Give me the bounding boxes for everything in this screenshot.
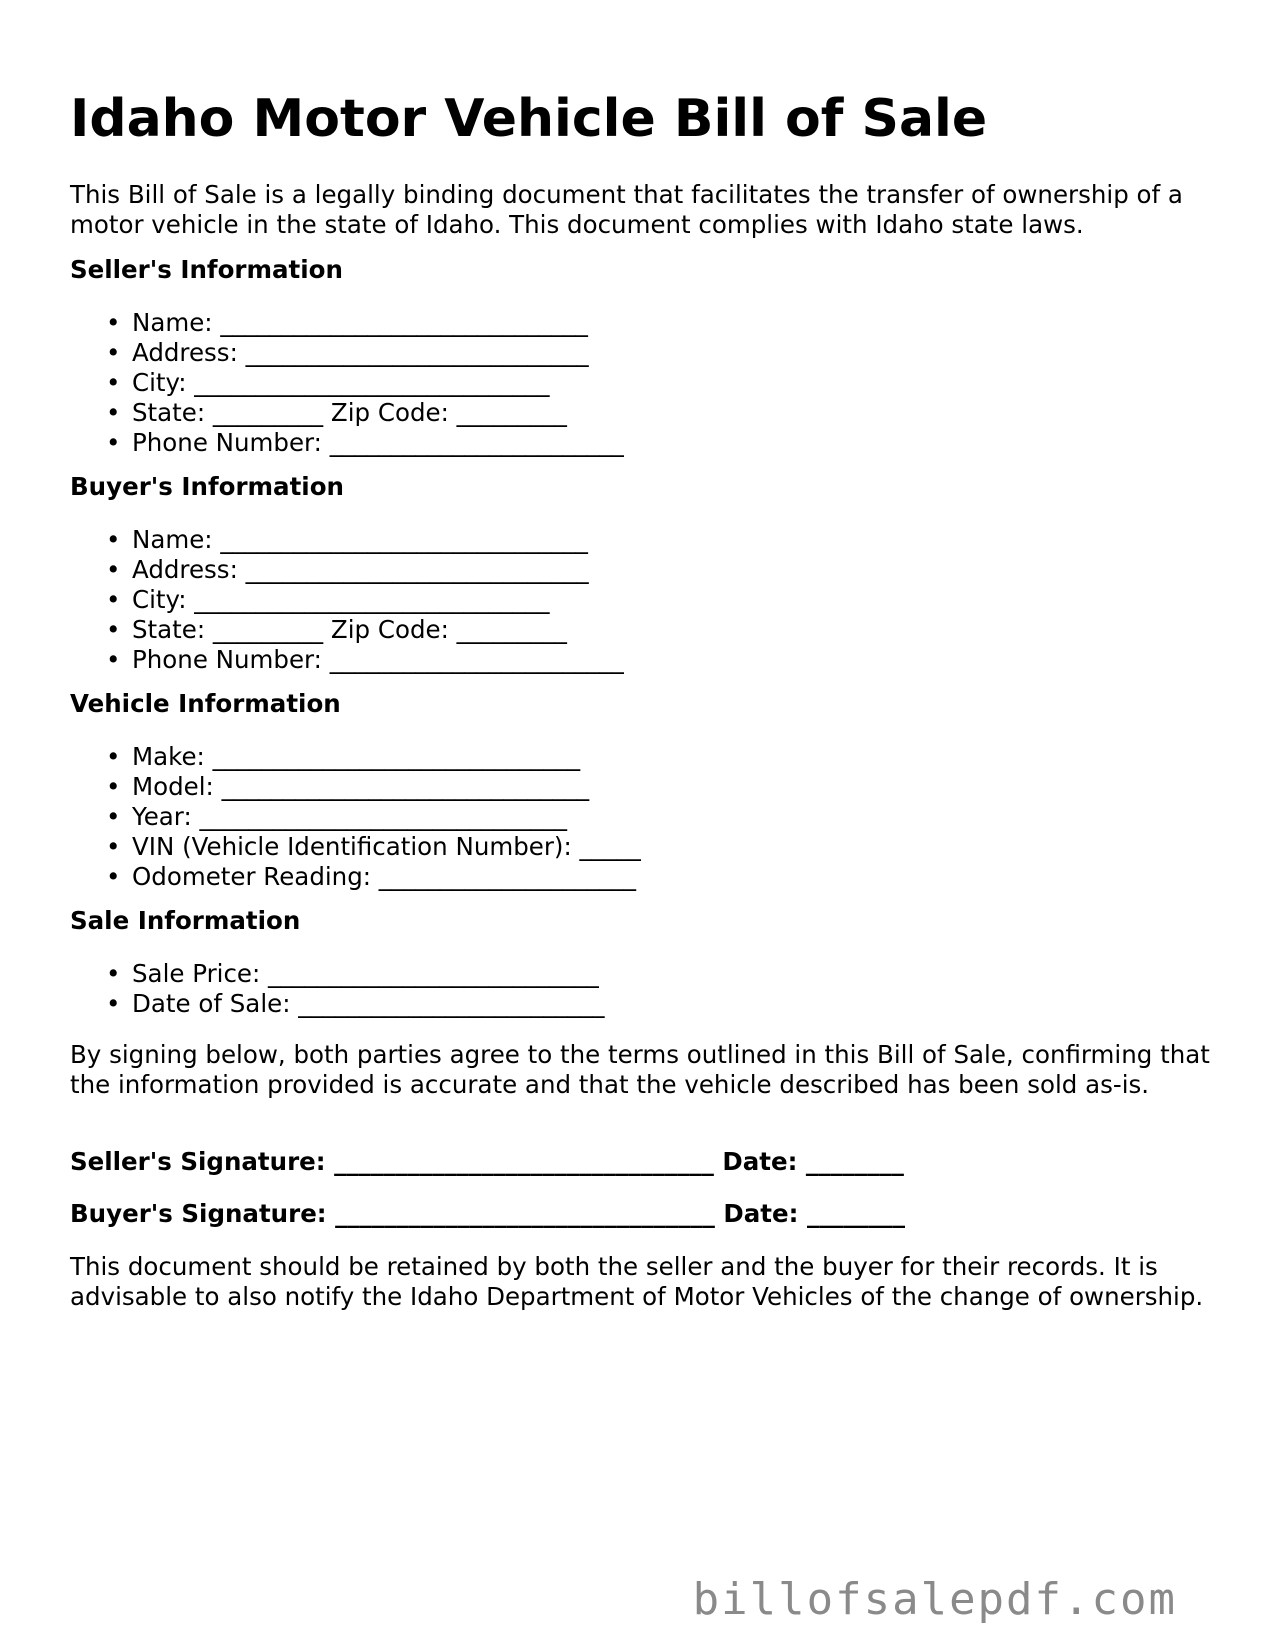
buyer-field-list <box>70 525 624 675</box>
bullet-icon: • <box>106 645 121 674</box>
seller-signature-line[interactable]: Seller's Signature: _______________________________ Date: ________ <box>70 1147 904 1176</box>
bullet-icon: • <box>106 832 121 861</box>
buyer-phone-field[interactable]: • Phone Number: ________________________ <box>106 645 624 674</box>
vehicle-field-list <box>70 742 641 892</box>
seller-phone-field[interactable]: • Phone Number: ________________________ <box>106 428 624 457</box>
bullet-icon: • <box>106 585 121 614</box>
bullet-icon: • <box>106 862 121 891</box>
site-watermark: billofsalepdf.com <box>692 1574 1177 1625</box>
vehicle-heading: Vehicle Information <box>70 689 341 718</box>
bullet-icon: • <box>106 802 121 831</box>
seller-state-zip-field[interactable]: • State: _________ Zip Code: _________ <box>106 398 567 427</box>
closing-paragraph: This document should be retained by both the seller and the buyer for their records. It is advisable to also notify the Idaho Department of Motor Vehicles of the change of ownership. <box>70 1252 1204 1311</box>
sale-date-field[interactable]: • Date of Sale: _________________________ <box>106 989 605 1018</box>
buyer-state-zip-field[interactable]: • State: _________ Zip Code: _________ <box>106 615 567 644</box>
bullet-icon: • <box>106 525 121 554</box>
vehicle-model-field[interactable]: • Model: ______________________________ <box>106 772 590 801</box>
bullet-icon: • <box>106 398 121 427</box>
seller-address-field[interactable]: • Address: ____________________________ <box>106 338 589 367</box>
seller-heading: Seller's Information <box>70 255 343 284</box>
vehicle-year-field[interactable]: • Year: ______________________________ <box>106 802 567 831</box>
bullet-icon: • <box>106 308 121 337</box>
bullet-icon: • <box>106 555 121 584</box>
document-title: Idaho Motor Vehicle Bill of Sale <box>70 89 988 149</box>
buyer-city-field[interactable]: • City: _____________________________ <box>106 585 550 614</box>
bullet-icon: • <box>106 772 121 801</box>
buyer-heading: Buyer's Information <box>70 472 344 501</box>
bullet-icon: • <box>106 615 121 644</box>
bullet-icon: • <box>106 742 121 771</box>
sale-heading: Sale Information <box>70 906 301 935</box>
vehicle-odometer-field[interactable]: • Odometer Reading: _____________________ <box>106 862 637 891</box>
bullet-icon: • <box>106 428 121 457</box>
bullet-icon: • <box>106 959 121 988</box>
sale-price-field[interactable]: • Sale Price: ___________________________ <box>106 959 599 988</box>
buyer-address-field[interactable]: • Address: ____________________________ <box>106 555 589 584</box>
intro-paragraph: This Bill of Sale is a legally binding document that facilitates the transfer of ownership of a motor vehicle in the state of Idaho. This document complies with Idaho state laws. <box>70 180 1183 239</box>
sale-field-list <box>70 959 605 1019</box>
buyer-name-field[interactable]: • Name: ______________________________ <box>106 525 588 554</box>
bullet-icon: • <box>106 338 121 367</box>
seller-field-list <box>70 308 624 458</box>
seller-city-field[interactable]: • City: _____________________________ <box>106 368 550 397</box>
buyer-signature-line[interactable]: Buyer's Signature: _______________________________ Date: ________ <box>70 1199 905 1228</box>
seller-name-field[interactable]: • Name: ______________________________ <box>106 308 588 337</box>
bullet-icon: • <box>106 368 121 397</box>
agreement-paragraph: By signing below, both parties agree to the terms outlined in this Bill of Sale, confirming that the information provided is accurate and that the vehicle described has been sold as-is. <box>70 1040 1210 1099</box>
bullet-icon: • <box>106 989 121 1018</box>
vehicle-make-field[interactable]: • Make: ______________________________ <box>106 742 581 771</box>
vehicle-vin-field[interactable]: • VIN (Vehicle Identification Number): _____ <box>106 832 641 861</box>
